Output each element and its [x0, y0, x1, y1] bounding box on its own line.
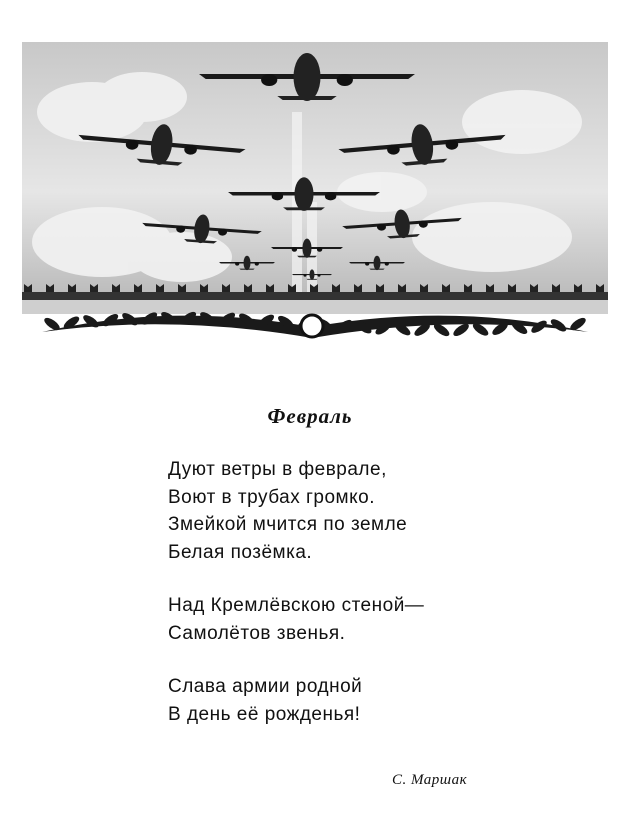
poem-line: Слава армии родной [168, 676, 363, 697]
poem-author: С. Маршак [392, 772, 468, 788]
poem-line: Самолётов звенья. [168, 622, 346, 644]
illustration-svg [22, 42, 608, 347]
poem-line: В день её рожденья! [168, 703, 361, 725]
poem-body [168, 456, 588, 754]
poem-line: Белая позёмка. [168, 541, 313, 563]
stanza-1 [168, 456, 588, 566]
poem-line: Дуют ветры в феврале, [168, 459, 387, 480]
stanza-3 [168, 673, 588, 728]
poem-line: Змейкой мчится по земле [168, 514, 408, 535]
poem-line: Над Кремлёвскою стеной— [168, 595, 425, 616]
poem-title: Февраль [267, 404, 353, 428]
planes-over-kremlin-wall-illustration [22, 42, 608, 347]
stanza-2 [168, 592, 588, 647]
hammer-sickle-emblem [301, 315, 323, 337]
poem-line: Воют в трубах громко. [168, 486, 375, 508]
